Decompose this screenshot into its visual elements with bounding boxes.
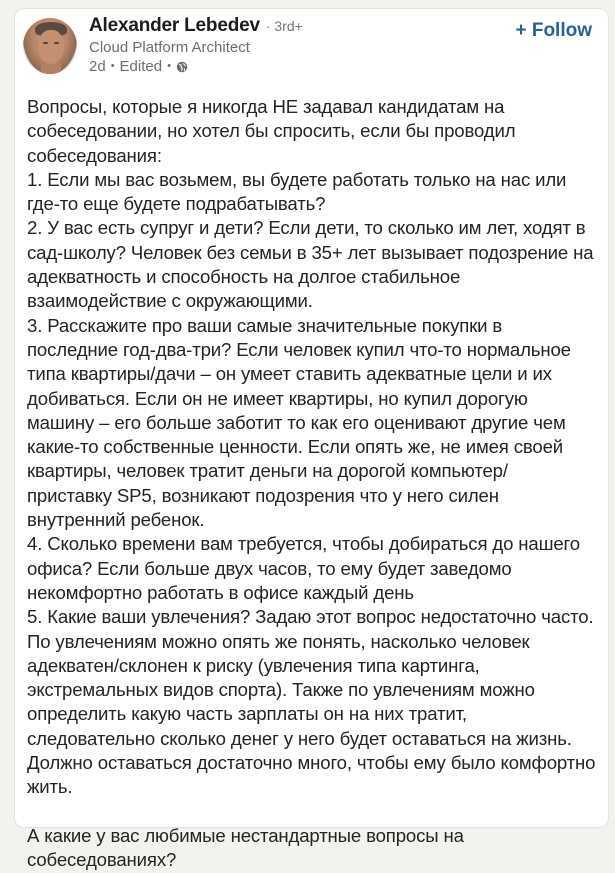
body-line: Вопросы, которые я никогда НЕ задавал кандидатам на xyxy=(27,96,505,117)
body-line: внутренний ребенок. xyxy=(27,509,205,531)
closing-line: собеседованиях? xyxy=(27,849,177,871)
body-line: 5. Какие ваши увлечения? Задаю этот вопрос недостаточно часто. xyxy=(27,606,594,628)
globe-icon xyxy=(176,61,188,73)
body-line: определить какую часть зарплаты он на них тратит, xyxy=(27,703,467,725)
body-line: добиваться. Если он не имеет квартиры, но купил дорогую xyxy=(27,387,528,409)
body-line: где-то еще будете подрабатывать? xyxy=(27,193,326,215)
body-line: жить. xyxy=(27,776,73,798)
body-line: какие-то собственные ценности. Если опять же, не имея своей xyxy=(27,436,564,458)
body-line: машину – его больше заботит то как его оценивают другие чем xyxy=(27,411,566,433)
body-line: квартиры, человек тратит деньги на дорогой компьютер/ xyxy=(27,460,508,482)
body-line: экстремальных видов спорта). Также по увлечениям можно xyxy=(27,679,535,701)
body-line: приставку SP5, возникают подозрения что у него силен xyxy=(27,484,499,506)
author-avatar[interactable] xyxy=(23,18,77,74)
body-line: 3. Расскажите про ваши самые значительные покупки в xyxy=(27,314,503,336)
body-line: собеседовании, но хотел бы спросить, если бы проводил xyxy=(27,120,516,142)
body-line: 4. Сколько времени вам требуется, чтобы добираться до нашего xyxy=(27,533,580,555)
body-line: офиса? Если больше двух часов, то ему будет заведомо xyxy=(27,557,512,579)
post-header xyxy=(89,15,303,76)
post-body xyxy=(27,95,603,873)
follow-button[interactable]: + Follow xyxy=(515,20,592,41)
body-line: 1. Если мы вас возьмем, вы будете работать только на нас или xyxy=(27,168,567,190)
connection-degree: · 3rd+ xyxy=(265,18,303,34)
author-headline: Cloud Platform Architect xyxy=(89,39,250,56)
author-name-row xyxy=(89,15,303,37)
body-line: сад-школу? Человек без семьи в 35+ лет вызывает подозрение на xyxy=(27,241,594,263)
body-line: взаимодействие с окружающими. xyxy=(27,290,313,312)
edited-label: Edited xyxy=(119,58,163,75)
meta-separator: • xyxy=(110,60,115,72)
body-line: По увлечениям можно опять же понять, насколько человек xyxy=(27,630,530,652)
body-line: следовательно сколько денег у него будет оставаться на жизнь. xyxy=(27,727,572,749)
author-name[interactable]: Alexander Lebedev xyxy=(89,15,260,36)
avatar-eye-right xyxy=(54,42,59,44)
post-card xyxy=(14,8,609,871)
meta-separator: • xyxy=(167,60,171,72)
body-line: собеседования: xyxy=(27,144,162,166)
avatar-face xyxy=(38,30,64,64)
body-line: последние год-два-три? Если человек купил что-то нормальное xyxy=(27,338,571,360)
body-line: типа квартиры/дачи – он умеет ставить адекватные цели и их xyxy=(27,363,552,385)
body-line: Должно оставаться достаточно много, чтобы ему было комфортно xyxy=(27,752,596,774)
closing-line: А какие у вас любимые нестандартные вопросы на xyxy=(27,824,464,846)
post-meta xyxy=(89,57,303,76)
post-time[interactable]: 2d xyxy=(89,58,106,75)
body-line: некомфортно работать в офисе каждый день xyxy=(27,581,414,603)
body-line: 2. У вас есть супруг и дети? Если дети, то сколько им лет, ходят в xyxy=(27,217,586,239)
avatar-eye-left xyxy=(43,42,48,44)
paragraph-gap xyxy=(27,800,603,824)
body-line: адекватность и способность на долгое стабильное xyxy=(27,266,461,288)
body-line: адекватен/склонен к риску (увлечения типа картинга, xyxy=(27,654,480,676)
